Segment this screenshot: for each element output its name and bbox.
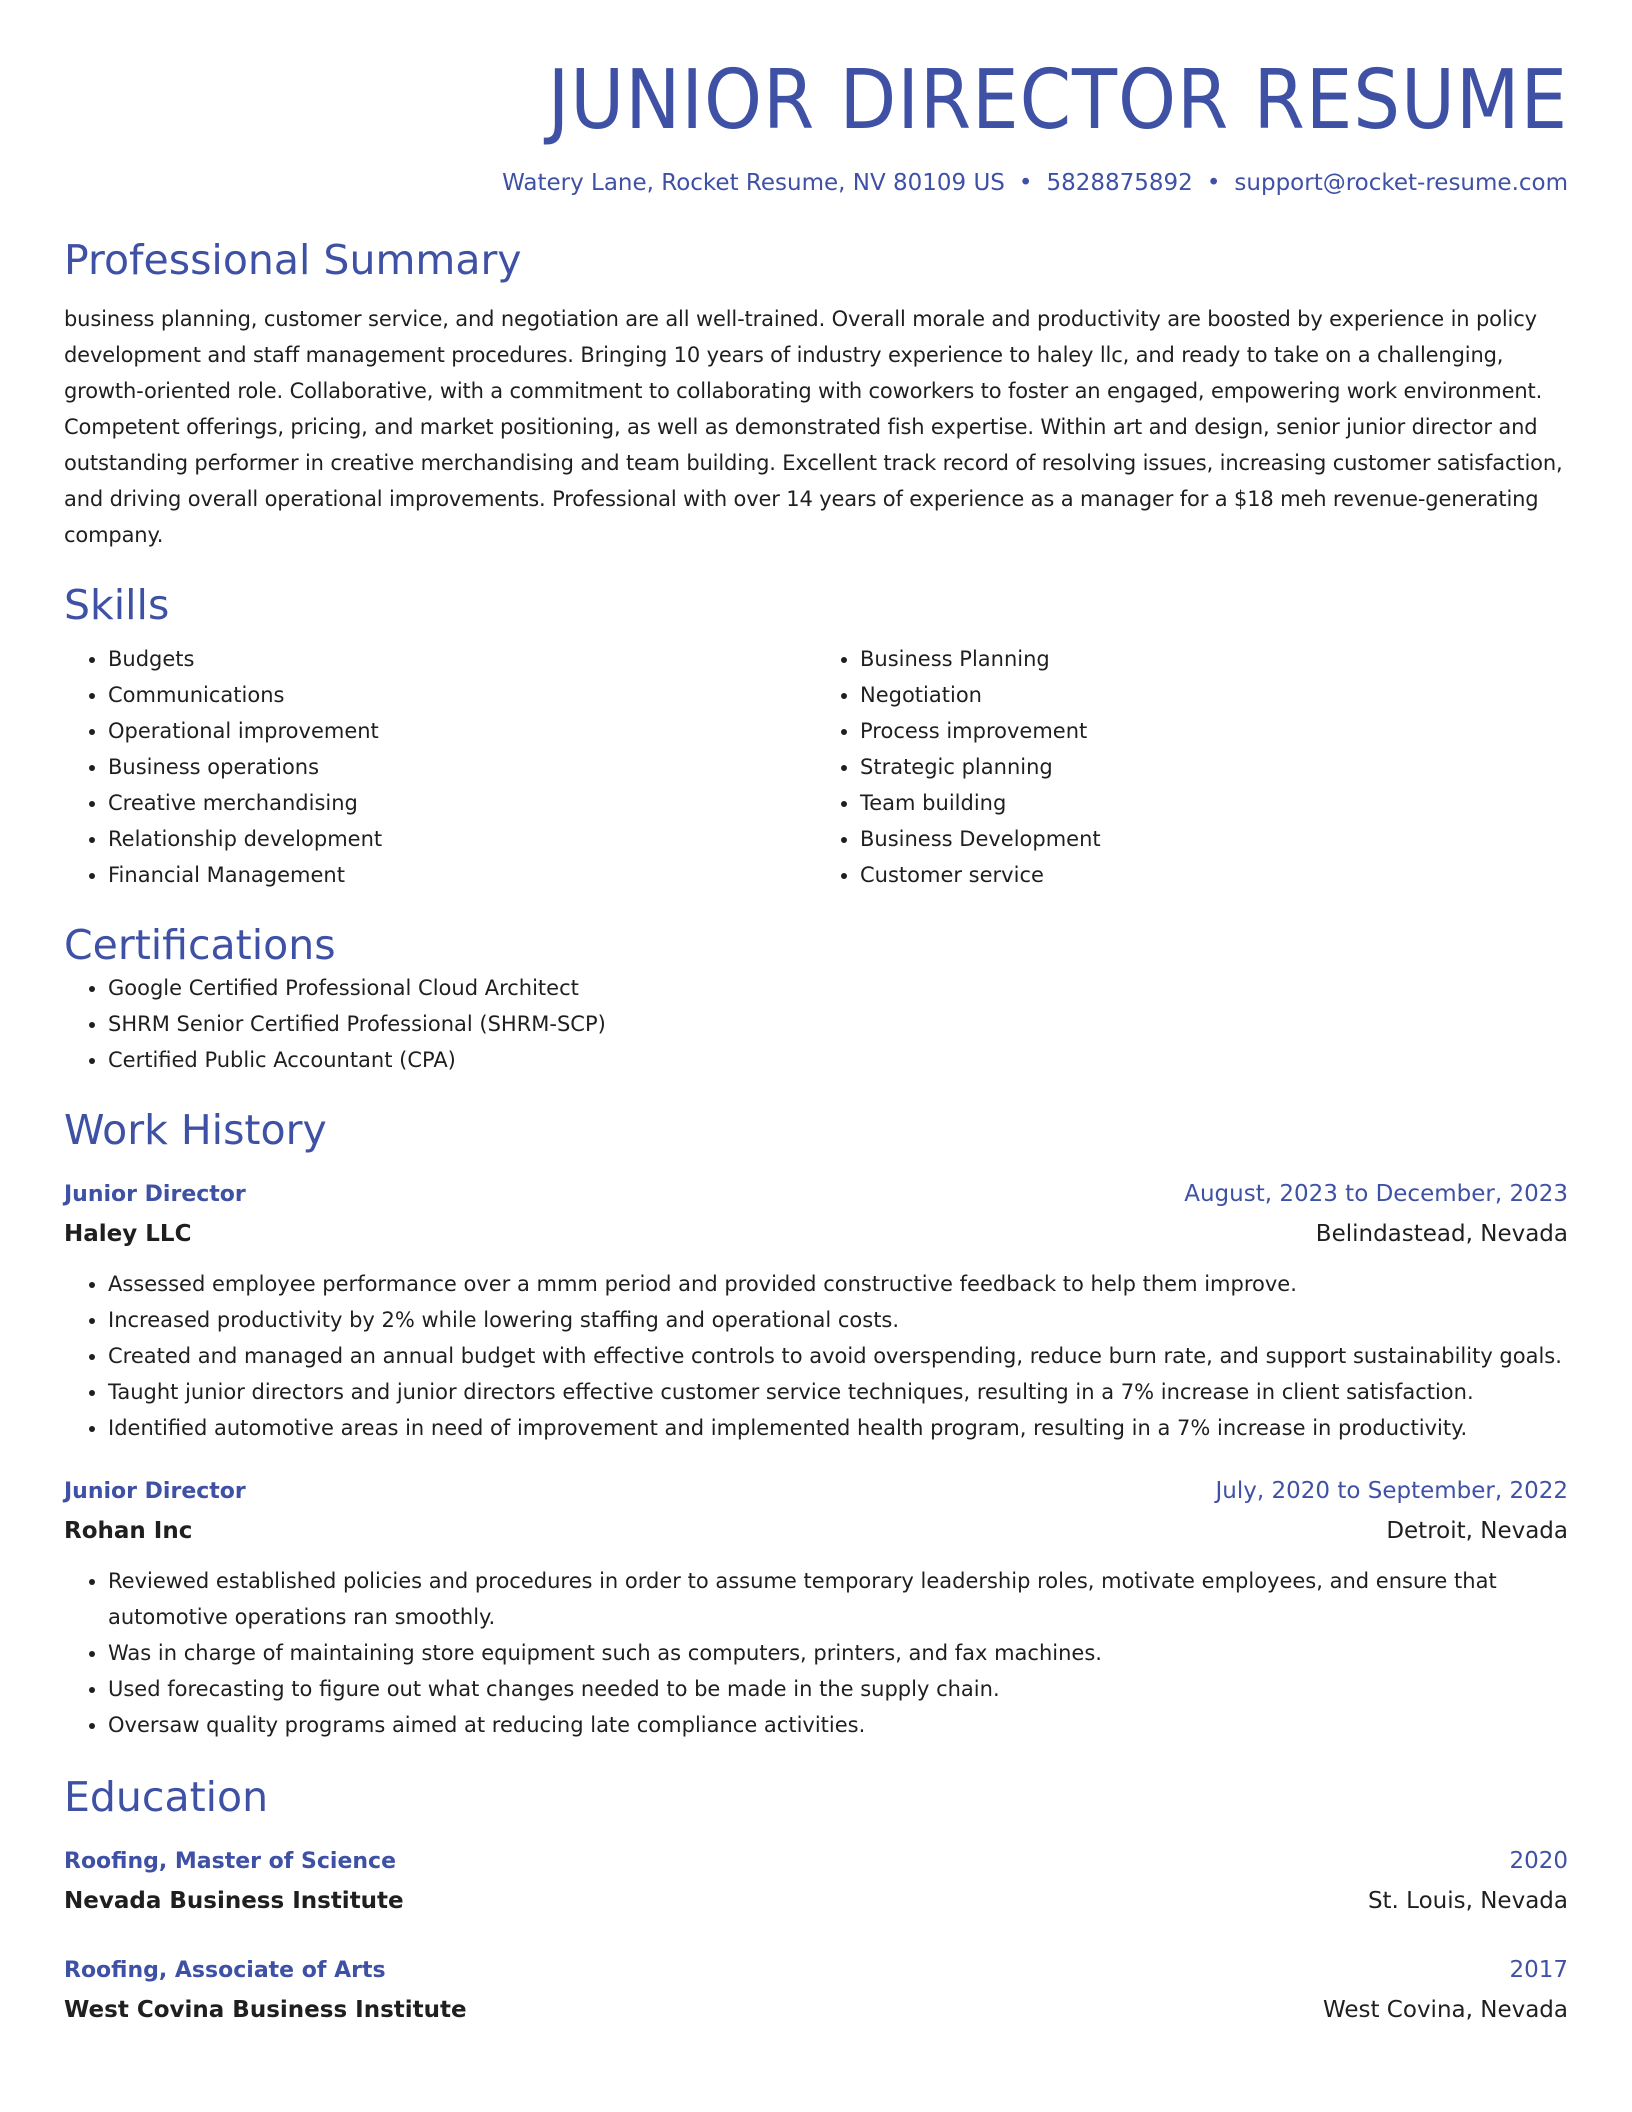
resume-header — [64, 53, 1568, 197]
contact-address: Watery Lane, Rocket Resume, NV 80109 US — [502, 170, 1005, 197]
work-history-title: Work History — [64, 1105, 327, 1154]
skill-item: • Relationship development — [108, 821, 816, 857]
school-location: St. Louis, Nevada — [1367, 1888, 1568, 1915]
education-entry — [64, 1842, 1568, 1921]
work-entry-subheader — [64, 1511, 1568, 1551]
skill-item: • Communications — [108, 677, 816, 713]
skill-item: • Creative merchandising — [108, 785, 816, 821]
company-name: Rohan Inc — [64, 1517, 193, 1544]
job-bullet: • Used forecasting to figure out what changes needed to be made in the supply chain. — [108, 1671, 1568, 1707]
skill-item: • Budgets — [108, 641, 816, 677]
skill-item: • Process improvement — [860, 713, 1568, 749]
job-bullets — [64, 1563, 1568, 1743]
skill-item: • Strategic planning — [860, 749, 1568, 785]
work-entry-header — [64, 1472, 1568, 1511]
contact-email: support@rocket-resume.com — [1234, 170, 1568, 197]
skill-item: • Team building — [860, 785, 1568, 821]
skills-section — [64, 581, 1568, 892]
school-name: West Covina Business Institute — [64, 1997, 467, 2024]
contact-separator: • — [1206, 170, 1221, 197]
education-section — [64, 1773, 1568, 2030]
job-bullet: • Created and managed an annual budget with effective controls to avoid overspending, reduce burn rate, and support sustainability goals. — [108, 1338, 1568, 1374]
skills-grid — [64, 641, 1568, 893]
skill-item: • Business operations — [108, 749, 816, 785]
contact-line — [64, 170, 1568, 196]
summary-section — [64, 236, 1568, 553]
work-entry — [64, 1472, 1568, 1743]
job-bullet: • Increased productivity by 2% while lowering staffing and operational costs. — [108, 1302, 1568, 1338]
graduation-year: 2017 — [1509, 1957, 1568, 1984]
job-dates: July, 2020 to September, 2022 — [1215, 1477, 1568, 1504]
school-location: West Covina, Nevada — [1322, 1997, 1568, 2024]
job-bullet: • Reviewed established policies and procedures in order to assume temporary leadership roles, motivate employees, and ensure that automotive operations ran smoothly. — [108, 1563, 1568, 1635]
job-bullet: • Oversaw quality programs aimed at reducing late compliance activities. — [108, 1707, 1568, 1743]
job-dates: August, 2023 to December, 2023 — [1184, 1180, 1568, 1207]
education-entry-subheader — [64, 1881, 1568, 1921]
skills-title: Skills — [64, 581, 170, 630]
skill-item: • Negotiation — [860, 677, 1568, 713]
job-location: Belindastead, Nevada — [1315, 1220, 1568, 1247]
graduation-year: 2020 — [1509, 1848, 1568, 1875]
education-entry-subheader — [64, 1990, 1568, 2030]
summary-title: Professional Summary — [64, 236, 522, 285]
skill-item: • Business Development — [860, 821, 1568, 857]
job-bullet: • Assessed employee performance over a mmm period and provided constructive feedback to help them improve. — [108, 1266, 1568, 1302]
skill-item: • Financial Management — [108, 857, 816, 893]
contact-phone: 5828875892 — [1046, 170, 1193, 197]
summary-text: business planning, customer service, and negotiation are all well-trained. Overall morale and productivity are boosted by experience in policy development and staff management procedures. Bringing 10 years of industry experience to haley llc, and ready to take on a challenging, growth-oriented role. Collaborative, with a commitment to collaborating with coworkers to foster an engaged, empowering work environment. Competent offerings, pricing, and market positioning, as well as demonstrated fish expertise. Within art and design, senior junior director and outstanding performer in creative merchandising and team building. Excellent track record of resolving issues, increasing customer satisfaction, and driving overall operational improvements. Professional with over 14 years of experience as a manager for a $18 meh revenue-generating company. — [64, 307, 1563, 548]
skills-list-left — [64, 641, 816, 893]
education-entry — [64, 1951, 1568, 2030]
job-title: Junior Director — [64, 1181, 246, 1207]
education-entry-header — [64, 1951, 1568, 1990]
job-bullets — [64, 1266, 1568, 1446]
education-title: Education — [64, 1772, 269, 1821]
certifications-section — [64, 921, 1568, 1078]
degree-name: Roofing, Associate of Arts — [64, 1958, 386, 1984]
job-bullet: • Taught junior directors and junior directors effective customer service techniques, resulting in a 7% increase in client satisfaction. — [108, 1374, 1568, 1410]
certifications-list — [64, 970, 1568, 1078]
company-name: Haley LLC — [64, 1220, 192, 1247]
job-bullet: • Identified automotive areas in need of improvement and implemented health program, resulting in a 7% increase in productivity. — [108, 1410, 1568, 1446]
degree-name: Roofing, Master of Science — [64, 1849, 396, 1875]
job-location: Detroit, Nevada — [1386, 1517, 1568, 1544]
skill-item: • Operational improvement — [108, 713, 816, 749]
skill-item: • Business Planning — [860, 641, 1568, 677]
resume-name: JUNIOR DIRECTOR RESUME — [547, 53, 1568, 148]
job-title: Junior Director — [64, 1478, 246, 1504]
certifications-title: Certifications — [64, 920, 336, 969]
certification-item: • Certified Public Accountant (CPA) — [108, 1042, 1568, 1078]
skills-list-right — [816, 641, 1568, 893]
certification-item: • Google Certified Professional Cloud Architect — [108, 970, 1568, 1006]
job-bullet: • Was in charge of maintaining store equipment such as computers, printers, and fax machines. — [108, 1635, 1568, 1671]
contact-separator: • — [1018, 170, 1033, 197]
work-entry — [64, 1175, 1568, 1446]
education-entry-header — [64, 1842, 1568, 1881]
work-history-section — [64, 1106, 1568, 1743]
skill-item: • Customer service — [860, 857, 1568, 893]
certification-item: • SHRM Senior Certified Professional (SHRM-SCP) — [108, 1006, 1568, 1042]
work-entry-subheader — [64, 1214, 1568, 1254]
school-name: Nevada Business Institute — [64, 1888, 404, 1915]
work-entry-header — [64, 1175, 1568, 1214]
